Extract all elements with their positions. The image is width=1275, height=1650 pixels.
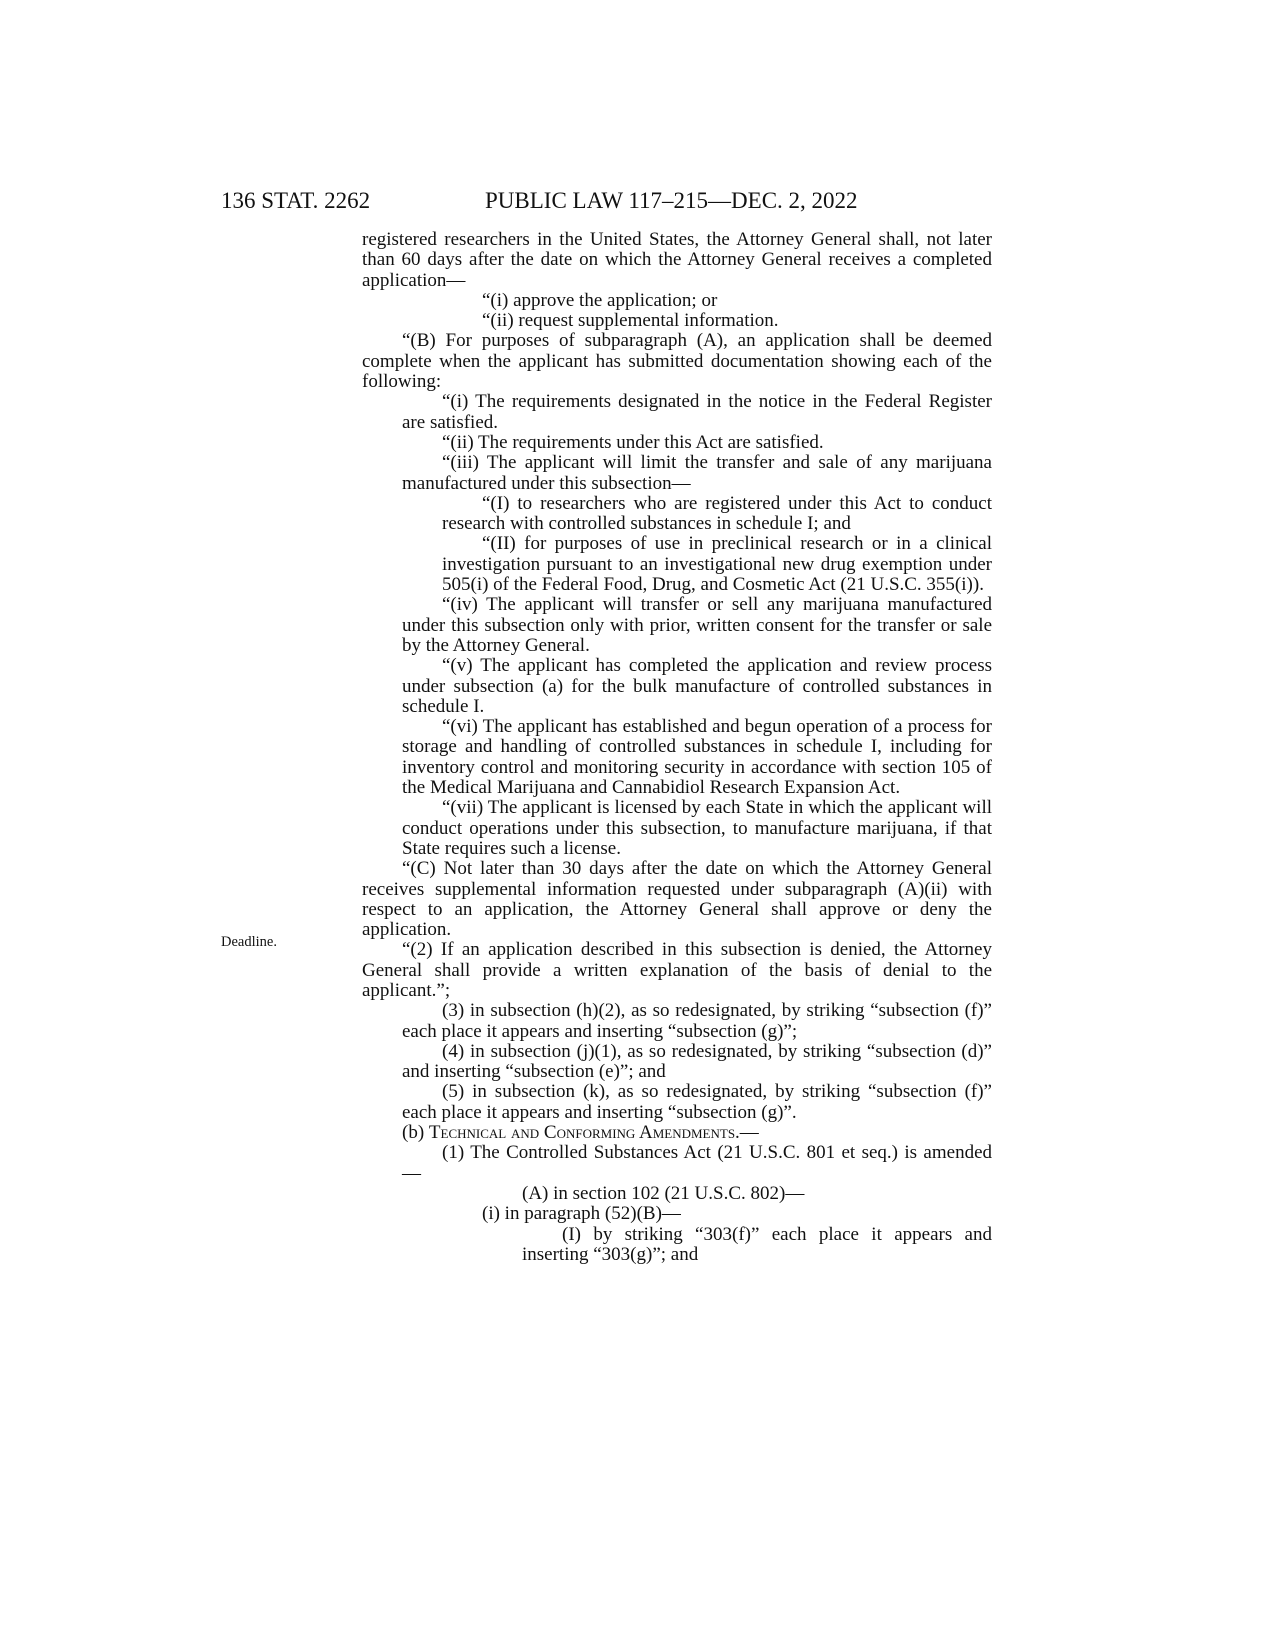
clause-vii-licensed: “(vii) The applicant is licensed by each State in which the applicant will conduct operations under this subsection, to manufacture marijuana, if that State requires such a license. <box>402 797 992 859</box>
subparagraph-b: “(B) For purposes of subparagraph (A), an application shall be deemed complete when the applicant has submitted documentation showing each of the following: <box>362 330 992 393</box>
amendment-4: (4) in subsection (j)(1), as so redesignated, by striking “subsection (d)” and inserting “subsection (e)”; and <box>402 1040 992 1083</box>
amendment-5: (5) in subsection (k), as so redesignated, by striking “subsection (f)” each place it appears and inserting “subsection (g)”. <box>402 1081 992 1123</box>
clause-i-approve: “(i) approve the application; or <box>482 289 718 311</box>
section-b-prefix: (b) <box>402 1122 429 1144</box>
clause-ii-requirements: “(ii) The requirements under this Act are satisfied. <box>442 431 824 453</box>
clause-vi-established: “(vi) The applicant has established and begun operation of a process for storage and handling of controlled substances in schedule I, including for inventory control and monitoring security in accordance with section 105 of the Medical Marijuana and Cannabidiol Research Expansion Act. <box>402 716 992 799</box>
stat-citation: 136 STAT. 2262 <box>221 188 371 213</box>
amendment-3: (3) in subsection (h)(2), as so redesignated, by striking “subsection (f)” each place it appears and inserting “subsection (g)”; <box>402 1000 992 1042</box>
paragraph-continuation: registered researchers in the United States, the Attorney General shall, not later than 60 days after the date on which the Attorney General receives a completed application— <box>362 229 992 291</box>
paragraph-1-csa: (1) The Controlled Substances Act (21 U.S.C. 801 et seq.) is amended— <box>402 1142 992 1184</box>
section-b-heading <box>362 1123 992 1143</box>
public-law-title: PUBLIC LAW 117–215—DEC. 2, 2022 <box>485 188 858 213</box>
subparagraph-c: “(C) Not later than 30 days after the date on which the Attorney General receives supplemental information requested under subparagraph (A)(ii) with respect to an application, the Attorney General shall approve or deny the application. <box>362 858 992 941</box>
clause-ii-request: “(ii) request supplemental information. <box>482 310 779 332</box>
clause-iii-limit: “(iii) The applicant will limit the transfer and sale of any marijuana manufactured under this subsection— <box>402 452 992 494</box>
clause-iv-transfer: “(iv) The applicant will transfer or sell any marijuana manufactured under this subsection only with prior, written consent for the transfer or sale by the Attorney General. <box>402 594 992 656</box>
subparagraph-a-section-102: (A) in section 102 (21 U.S.C. 802)— <box>522 1182 805 1204</box>
clause-i-requirements: “(i) The requirements designated in the notice in the Federal Register are satisfied. <box>402 391 992 433</box>
clause-v-completed: “(v) The applicant has completed the application and review process under subsection (a) for the bulk manufacture of controlled substances in schedule I. <box>402 655 992 717</box>
page-header <box>221 186 921 216</box>
clause-i-paragraph-52b: (i) in paragraph (52)(B)— <box>482 1203 681 1225</box>
margin-note-deadline: Deadline. <box>221 934 277 950</box>
paragraph-2-denied: “(2) If an application described in this subsection is denied, the Attorney General shall provide a written explanation of the basis of denial to the applicant.”; <box>362 939 992 1001</box>
statute-text <box>362 230 992 1265</box>
subclause-ii-preclinical: “(II) for purposes of use in preclinical research or in a clinical investigation pursuant to an investigational new drug exemption under 505(i) of the Federal Food, Drug, and Cosmetic Act (21 U.S.C. 355(i)). <box>442 533 992 596</box>
section-b-title: Technical and Conforming Amendments.— <box>428 1122 759 1144</box>
subclause-i-researchers: “(I) to researchers who are registered under this Act to conduct research with controlled substances in schedule I; and <box>442 492 992 535</box>
subclause-i-striking: (I) by striking “303(f)” each place it appears and inserting “303(g)”; and <box>522 1223 992 1265</box>
